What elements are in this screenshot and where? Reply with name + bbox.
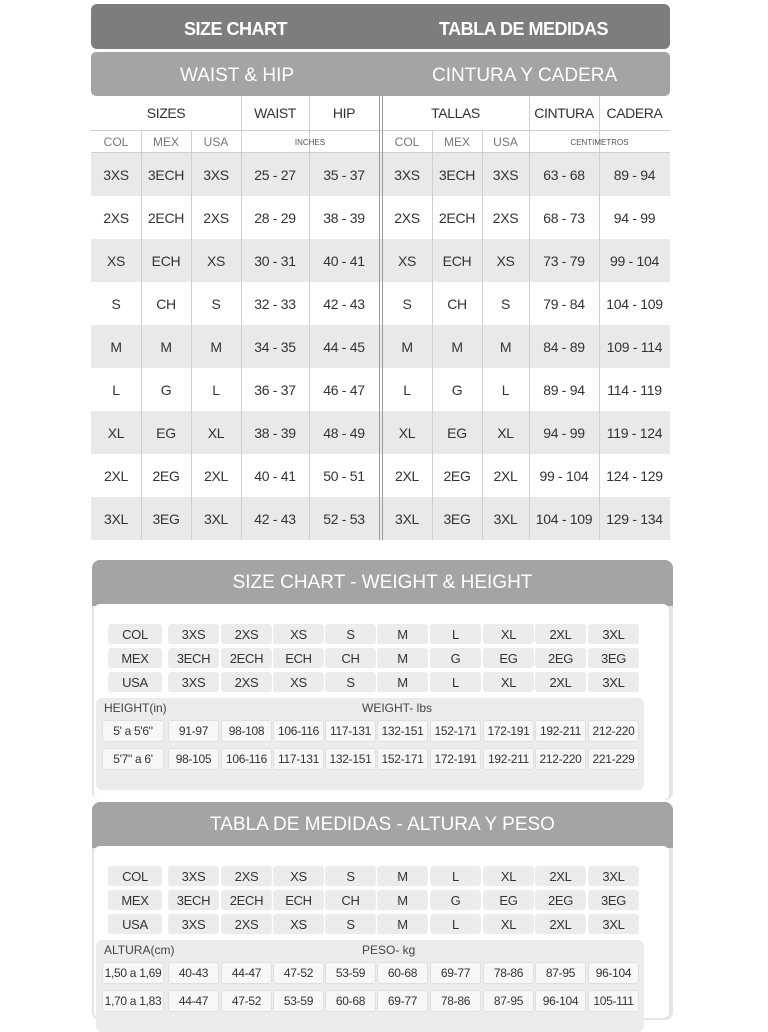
en-col-header: COL xyxy=(103,135,129,149)
es-mex-header: MEX xyxy=(443,135,470,149)
en-weight-size-cell: XL xyxy=(483,672,534,692)
waist-hip-table xyxy=(91,96,670,540)
altura-peso-title-text: TABLA DE MEDIDAS - ALTURA Y PESO xyxy=(210,814,555,835)
es-table-cell: 73 - 79 xyxy=(543,252,585,269)
en-table-cell: M xyxy=(110,338,122,355)
es-table-cell: 104 - 109 xyxy=(535,510,593,527)
es-weight-weight-cell: 105-111 xyxy=(588,990,639,1012)
es-weight-weight-cell: 69-77 xyxy=(430,962,481,984)
en-weight-size-cell: 3XL xyxy=(588,624,639,644)
es-table-cell: 68 - 73 xyxy=(543,209,585,226)
en-table-cell: 42 - 43 xyxy=(323,295,365,312)
weight-height-title-text: SIZE CHART - WEIGHT & HEIGHT xyxy=(232,572,533,593)
en-usa-header: USA xyxy=(203,135,229,149)
es-table-cell: 2XS xyxy=(492,209,519,226)
en-units-header: INCHES xyxy=(294,137,326,147)
en-weight-size-cell: 3EG xyxy=(588,648,639,668)
es-table-cell: 2XL xyxy=(394,467,419,484)
en-weight-height-range: 5'7" a 6' xyxy=(102,748,164,770)
en-weight-weight-label: WEIGHT- lbs xyxy=(362,701,433,715)
es-weight-weight-cell: 78-86 xyxy=(483,962,534,984)
es-weight-weight-cell: 87-95 xyxy=(483,990,534,1012)
en-weight-size-cell: XL xyxy=(483,624,534,644)
title-es: TABLA DE MEDIDAS xyxy=(439,19,608,39)
es-table-cell: M xyxy=(451,338,463,355)
es-weight-size-cell: 2ECH xyxy=(221,890,272,910)
es-weight-size-cell: XL xyxy=(483,866,534,886)
es-table-cell: 119 - 124 xyxy=(606,424,663,441)
es-weight-size-cell: CH xyxy=(325,890,376,910)
es-table-cell: S xyxy=(402,295,412,312)
en-table-cell: 2XS xyxy=(203,209,229,226)
en-weight-weight-cell: 106-116 xyxy=(221,748,272,770)
en-weight-size-cell: ECH xyxy=(273,648,324,668)
es-weight-size-cell: EG xyxy=(483,890,534,910)
en-table-cell: CH xyxy=(156,295,176,312)
en-table-cell: XL xyxy=(107,424,125,441)
en-hip-header: HIP xyxy=(332,105,356,121)
en-weight-size-cell: 2ECH xyxy=(221,648,272,668)
en-weight-size-cell: M xyxy=(377,672,428,692)
es-table-cell: 2ECH xyxy=(438,209,476,226)
en-table-cell: 28 - 29 xyxy=(254,209,296,226)
es-weight-weight-cell: 60-68 xyxy=(325,990,376,1012)
es-table-cell: 3EG xyxy=(443,510,471,527)
en-table-cell: 30 - 31 xyxy=(254,252,296,269)
es-weight-size-cell: ECH xyxy=(273,890,324,910)
es-weight-weight-cell: 87-95 xyxy=(535,962,586,984)
en-weight-weight-cell: 172-191 xyxy=(483,720,534,742)
en-table-cell: 3ECH xyxy=(147,166,185,183)
es-table-cell: M xyxy=(499,338,512,355)
en-table-cell: L xyxy=(112,381,120,398)
en-table-cell: M xyxy=(160,338,172,355)
es-weight-size-cell: M xyxy=(377,866,428,886)
es-weight-size-cell: L xyxy=(430,914,481,934)
es-weight-size-cell: 3XS xyxy=(168,866,219,886)
es-weight-size-cell: L xyxy=(430,866,481,886)
en-table-cell: 52 - 53 xyxy=(323,510,365,527)
en-mex-header: MEX xyxy=(152,135,179,149)
en-weight-weight-cell: 212-220 xyxy=(588,720,639,742)
es-waist-header: CINTURA xyxy=(534,105,594,121)
en-table-cell: 25 - 27 xyxy=(254,166,296,183)
en-weight-size-system-label: COL xyxy=(108,624,162,644)
en-table-cell: M xyxy=(210,338,222,355)
en-weight-size-cell: S xyxy=(325,672,376,692)
es-table-cell: 94 - 99 xyxy=(613,209,656,226)
en-weight-weight-cell: 221-229 xyxy=(588,748,639,770)
es-weight-size-cell: XS xyxy=(273,914,324,934)
es-table-cell: EG xyxy=(447,424,467,441)
en-weight-size-cell: CH xyxy=(325,648,376,668)
es-table-cell: 104 - 109 xyxy=(606,295,663,312)
size-chart-title-bar xyxy=(91,4,670,49)
en-weight-size-cell: S xyxy=(325,624,376,644)
es-weight-size-cell: 2XS xyxy=(221,866,272,886)
es-weight-size-system-label: COL xyxy=(108,866,162,886)
en-table-cell: 2ECH xyxy=(147,209,185,226)
es-weight-height-label: ALTURA(cm) xyxy=(104,943,175,957)
en-weight-weight-cell: 117-131 xyxy=(325,720,376,742)
en-table-cell: 3XS xyxy=(203,166,229,183)
es-weight-size-cell: M xyxy=(377,890,428,910)
altura-peso-grid xyxy=(92,802,673,1020)
es-weight-size-cell: 3ECH xyxy=(168,890,219,910)
es-units-header: CENTIMETROS xyxy=(570,137,629,147)
es-sizes-header: TALLAS xyxy=(431,105,480,121)
en-weight-height-label: HEIGHT(in) xyxy=(104,701,167,715)
en-sizes-header: SIZES xyxy=(146,105,186,121)
en-weight-weight-cell: 91-97 xyxy=(168,720,219,742)
es-table-cell: 94 - 99 xyxy=(543,424,585,441)
en-table-cell: 3XL xyxy=(103,510,128,527)
es-table-cell: 89 - 94 xyxy=(543,381,585,398)
en-table-cell: XS xyxy=(106,252,126,269)
es-table-cell: XL xyxy=(497,424,514,441)
en-table-cell: S xyxy=(111,295,121,312)
en-weight-size-cell: M xyxy=(377,648,428,668)
es-weight-weight-cell: 44-47 xyxy=(168,990,219,1012)
en-weight-size-cell: L xyxy=(430,672,481,692)
es-hip-header: CADERA xyxy=(606,105,663,121)
en-table-cell: 38 - 39 xyxy=(254,424,296,441)
en-weight-weight-cell: 132-151 xyxy=(325,748,376,770)
en-waist-header: WAIST xyxy=(254,105,296,121)
en-table-cell: EG xyxy=(156,424,176,441)
en-weight-weight-cell: 212-220 xyxy=(535,748,586,770)
es-table-cell: 109 - 114 xyxy=(606,338,663,355)
en-weight-size-system-label: USA xyxy=(108,672,162,692)
en-table-cell: 46 - 47 xyxy=(323,381,365,398)
en-weight-size-cell: XS xyxy=(273,624,324,644)
es-weight-size-cell: M xyxy=(377,914,428,934)
es-weight-size-cell: S xyxy=(325,866,376,886)
es-weight-weight-cell: 96-104 xyxy=(535,990,586,1012)
es-weight-size-cell: 2XL xyxy=(535,866,586,886)
en-weight-weight-cell: 192-211 xyxy=(535,720,586,742)
en-weight-height-range: 5' a 5'6" xyxy=(102,720,164,742)
en-weight-size-cell: 3XS xyxy=(168,624,219,644)
es-table-cell: 84 - 89 xyxy=(543,338,585,355)
es-table-cell: S xyxy=(500,295,511,312)
es-table-cell: 63 - 68 xyxy=(543,166,585,183)
es-table-cell: 3XL xyxy=(493,510,518,527)
en-table-cell: 2XL xyxy=(203,467,228,484)
es-weight-size-cell: 3XL xyxy=(588,866,639,886)
es-weight-size-cell: XS xyxy=(273,866,324,886)
es-table-cell: 3XL xyxy=(394,510,419,527)
es-col-header: COL xyxy=(394,135,420,149)
en-weight-weight-cell: 98-105 xyxy=(168,748,219,770)
es-weight-weight-cell: 78-86 xyxy=(430,990,481,1012)
es-weight-size-cell: G xyxy=(430,890,481,910)
es-table-cell: 114 - 119 xyxy=(607,381,662,398)
en-table-cell: G xyxy=(160,381,172,398)
en-weight-size-cell: M xyxy=(377,624,428,644)
en-weight-size-cell: 3XL xyxy=(588,672,639,692)
es-weight-size-cell: 2EG xyxy=(535,890,586,910)
es-table-cell: ECH xyxy=(442,252,472,269)
es-weight-size-cell: 3XL xyxy=(588,914,639,934)
title-en: SIZE CHART xyxy=(184,19,287,39)
es-table-cell: M xyxy=(401,338,413,355)
es-table-cell: 129 - 134 xyxy=(606,510,663,527)
en-weight-size-cell: L xyxy=(430,624,481,644)
es-weight-weight-cell: 53-59 xyxy=(325,962,376,984)
es-table-cell: XS xyxy=(397,252,417,269)
es-table-cell: 124 - 129 xyxy=(606,467,663,484)
es-table-cell: 3ECH xyxy=(438,166,476,183)
es-weight-weight-cell: 96-104 xyxy=(588,962,639,984)
en-table-cell: 40 - 41 xyxy=(254,467,296,484)
en-weight-weight-cell: 117-131 xyxy=(273,748,324,770)
es-table-cell: 2EG xyxy=(443,467,471,484)
en-table-cell: 48 - 49 xyxy=(323,424,365,441)
en-weight-size-system-label: MEX xyxy=(108,648,162,668)
es-weight-size-cell: 2XL xyxy=(535,914,586,934)
en-weight-weight-cell: 152-171 xyxy=(377,748,428,770)
es-weight-size-system-label: MEX xyxy=(108,890,162,910)
es-weight-size-system-label: USA xyxy=(108,914,162,934)
en-weight-weight-cell: 106-116 xyxy=(273,720,324,742)
en-table-cell: 34 - 35 xyxy=(254,338,296,355)
en-weight-size-cell: 3ECH xyxy=(168,648,219,668)
en-table-cell: L xyxy=(212,381,220,398)
waist-hip-bar xyxy=(91,52,670,96)
es-weight-weight-cell: 44-47 xyxy=(221,962,272,984)
es-table-cell: 99 - 104 xyxy=(539,467,589,484)
en-table-cell: 2XS xyxy=(103,209,129,226)
es-weight-weight-cell: 69-77 xyxy=(377,990,428,1012)
en-table-cell: 3EG xyxy=(152,510,180,527)
en-weight-size-cell: 2XL xyxy=(535,624,586,644)
es-table-cell: L xyxy=(403,381,411,398)
es-table-cell: L xyxy=(501,381,510,398)
es-table-cell: 89 - 94 xyxy=(613,166,656,183)
es-weight-size-cell: XL xyxy=(483,914,534,934)
es-table-cell: 2XL xyxy=(493,467,518,484)
en-table-cell: XS xyxy=(206,252,226,269)
en-table-cell: 50 - 51 xyxy=(323,467,365,484)
en-table-cell: XL xyxy=(207,424,225,441)
en-table-cell: S xyxy=(211,295,221,312)
es-weight-height-range: 1,50 a 1,69 xyxy=(102,962,164,984)
en-table-cell: 38 - 39 xyxy=(323,209,365,226)
es-table-cell: G xyxy=(451,381,463,398)
en-table-cell: 2XL xyxy=(103,467,128,484)
column-divider xyxy=(379,96,380,540)
weight-height-grid xyxy=(92,560,673,800)
en-table-cell: 3XS xyxy=(103,166,129,183)
waist-hip-en: WAIST & HIP xyxy=(180,65,295,86)
es-table-cell: 3XS xyxy=(394,166,420,183)
es-usa-header: USA xyxy=(493,135,518,149)
es-weight-weight-label: PESO- kg xyxy=(362,943,416,957)
es-weight-size-cell: 2XS xyxy=(221,914,272,934)
en-weight-size-cell: G xyxy=(430,648,481,668)
en-weight-weight-cell: 192-211 xyxy=(483,748,534,770)
es-weight-height-range: 1,70 a 1,83 xyxy=(102,990,164,1012)
en-table-cell: 36 - 37 xyxy=(254,381,296,398)
en-weight-size-cell: XS xyxy=(273,672,324,692)
es-table-cell: XS xyxy=(496,252,515,269)
en-table-cell: ECH xyxy=(151,252,181,269)
en-table-cell: 44 - 45 xyxy=(323,338,365,355)
en-weight-size-cell: 2XL xyxy=(535,672,586,692)
es-weight-weight-cell: 60-68 xyxy=(377,962,428,984)
en-weight-size-cell: 2EG xyxy=(535,648,586,668)
es-weight-size-cell: 3EG xyxy=(588,890,639,910)
en-table-cell: 42 - 43 xyxy=(254,510,296,527)
es-table-cell: 99 - 104 xyxy=(610,252,659,269)
en-weight-weight-cell: 172-191 xyxy=(430,748,481,770)
es-weight-weight-cell: 47-52 xyxy=(273,962,324,984)
en-weight-weight-cell: 98-108 xyxy=(221,720,272,742)
es-table-cell: XL xyxy=(398,424,416,441)
en-table-cell: 35 - 37 xyxy=(323,166,365,183)
en-table-cell: 3XL xyxy=(203,510,228,527)
en-weight-size-cell: 2XS xyxy=(221,672,272,692)
en-weight-weight-cell: 132-151 xyxy=(377,720,428,742)
en-weight-weight-cell: 152-171 xyxy=(430,720,481,742)
en-table-cell: 32 - 33 xyxy=(254,295,296,312)
es-weight-weight-cell: 47-52 xyxy=(221,990,272,1012)
en-weight-size-cell: 3XS xyxy=(168,672,219,692)
es-weight-size-cell: S xyxy=(325,914,376,934)
en-table-cell: 2EG xyxy=(152,467,180,484)
es-table-cell: 3XS xyxy=(492,166,519,183)
waist-hip-es: CINTURA Y CADERA xyxy=(432,65,618,86)
es-table-cell: 2XS xyxy=(394,209,420,226)
en-weight-size-cell: EG xyxy=(483,648,534,668)
en-table-cell: 40 - 41 xyxy=(323,252,365,269)
es-weight-weight-cell: 53-59 xyxy=(273,990,324,1012)
en-weight-size-cell: 2XS xyxy=(221,624,272,644)
es-weight-size-cell: 3XS xyxy=(168,914,219,934)
es-table-cell: 79 - 84 xyxy=(543,295,585,312)
es-weight-weight-cell: 40-43 xyxy=(168,962,219,984)
es-table-cell: CH xyxy=(447,295,467,312)
